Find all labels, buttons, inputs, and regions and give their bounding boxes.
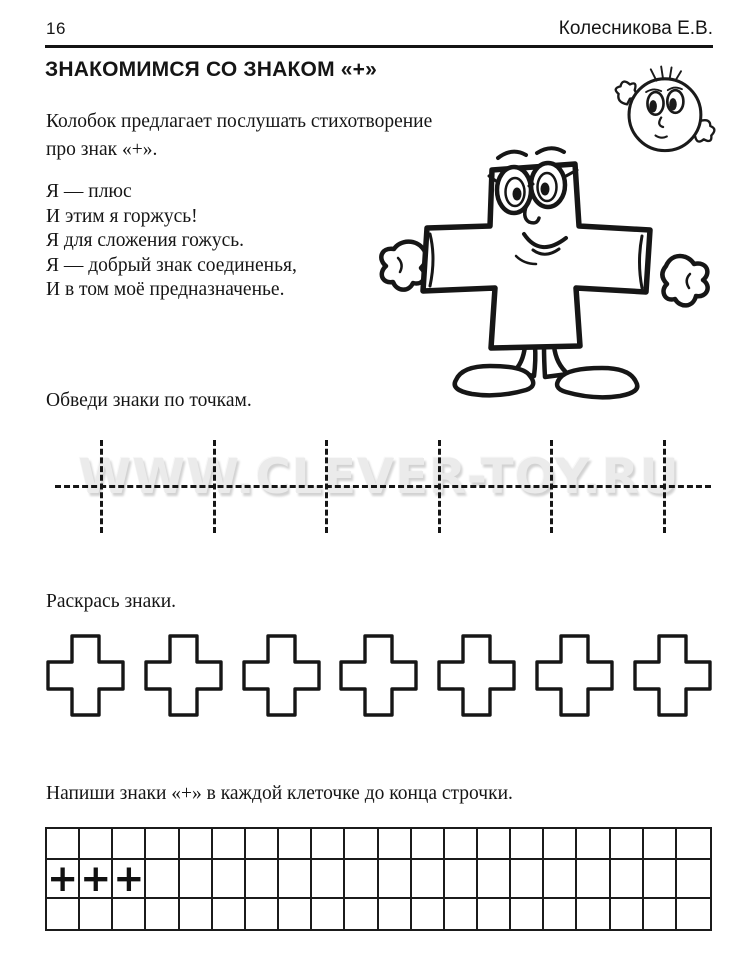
plus-outline-sign [143,633,224,718]
intro-line: про знак «+». [46,139,158,160]
grid-cell [312,899,345,930]
grid-cell [412,829,445,860]
grid-cell [246,860,279,899]
grid-cell [544,860,577,899]
grid-cell [312,860,345,899]
color-signs-row [45,633,713,719]
grid-cell [213,899,246,930]
grid-cell [445,899,478,930]
grid-cell [113,899,146,930]
write-section-label: Напиши знаки «+» в каждой клеточке до конца строчки. [46,783,513,804]
watermark-text: WWW.CLEVER-TOY.RU [78,449,680,505]
grid-cell [146,899,179,930]
trace-signs-area [0,437,754,539]
trace-plus-vertical-stroke [325,440,328,533]
poem-line: И этим я горжусь! [46,205,198,227]
grid-cell [180,860,213,899]
grid-cell [412,860,445,899]
plus-sign-character-icon [378,118,713,403]
grid-cell [312,829,345,860]
grid-cell [279,829,312,860]
grid-cell [345,829,378,860]
write-grid [45,827,712,931]
author-name: Колесникова Е.В. [558,18,713,39]
poem-line: Я — плюс [46,181,132,202]
grid-cell [511,829,544,860]
grid-cell-plus: + [80,860,113,899]
grid-cell [677,899,710,930]
page-title: ЗНАКОМИМСЯ СО ЗНАКОМ «+» [45,58,378,81]
plus-outline-sign [436,633,517,718]
trace-horizontal-dashed-line [55,485,711,488]
poem-line: Я — добрый знак соединенья, [46,254,297,276]
header-divider [45,45,713,48]
grid-cell [511,860,544,899]
trace-plus-vertical-stroke [663,440,666,533]
grid-cell [80,829,113,860]
grid-cell [213,860,246,899]
grid-cell [146,829,179,860]
intro-line: Колобок предлагает послушать стихотворение [46,111,433,132]
plus-outline-sign [632,633,713,718]
plus-outline-sign [534,633,615,718]
grid-cell [577,860,610,899]
grid-cell [180,829,213,860]
grid-cell-plus: + [113,860,146,899]
grid-cell [677,829,710,860]
grid-cell [246,829,279,860]
grid-cell [379,829,412,860]
grid-cell [611,899,644,930]
grid-cell [80,899,113,930]
grid-cell [577,829,610,860]
plus-outline-sign [338,633,419,718]
plus-outline-sign [241,633,322,718]
grid-cell [379,860,412,899]
grid-cell [577,899,610,930]
grid-cell [213,829,246,860]
trace-section-label: Обведи знаки по точкам. [46,390,252,411]
trace-plus-vertical-stroke [100,440,103,533]
grid-cell [279,860,312,899]
grid-cell [644,899,677,930]
grid-cell [279,899,312,930]
grid-cell [478,899,511,930]
grid-cell [246,899,279,930]
grid-cell [379,899,412,930]
color-section-label: Раскрась знаки. [46,591,177,612]
grid-cell [644,829,677,860]
trace-plus-vertical-stroke [213,440,216,533]
grid-cell [146,860,179,899]
grid-cell [611,860,644,899]
poem-line: И в том моё предназначенье. [46,279,285,301]
grid-cell [180,899,213,930]
grid-cell [445,860,478,899]
grid-cell [478,829,511,860]
grid-cell [445,829,478,860]
trace-plus-vertical-stroke [438,440,441,533]
grid-cell [544,829,577,860]
page-number: 16 [46,19,66,38]
grid-cell [412,899,445,930]
grid-cell [345,860,378,899]
grid-cell [47,899,80,930]
poem-line: Я для сложения гожусь. [46,230,245,252]
grid-cell [478,860,511,899]
grid-cell [113,829,146,860]
grid-cell-plus: + [47,860,80,899]
poem-text [46,180,426,303]
plus-outline-sign [45,633,126,718]
trace-plus-vertical-stroke [550,440,553,533]
grid-cell [345,899,378,930]
grid-cell [47,829,80,860]
grid-cell [544,899,577,930]
grid-cell [611,829,644,860]
grid-cell [511,899,544,930]
grid-cell [677,860,710,899]
grid-cell [644,860,677,899]
